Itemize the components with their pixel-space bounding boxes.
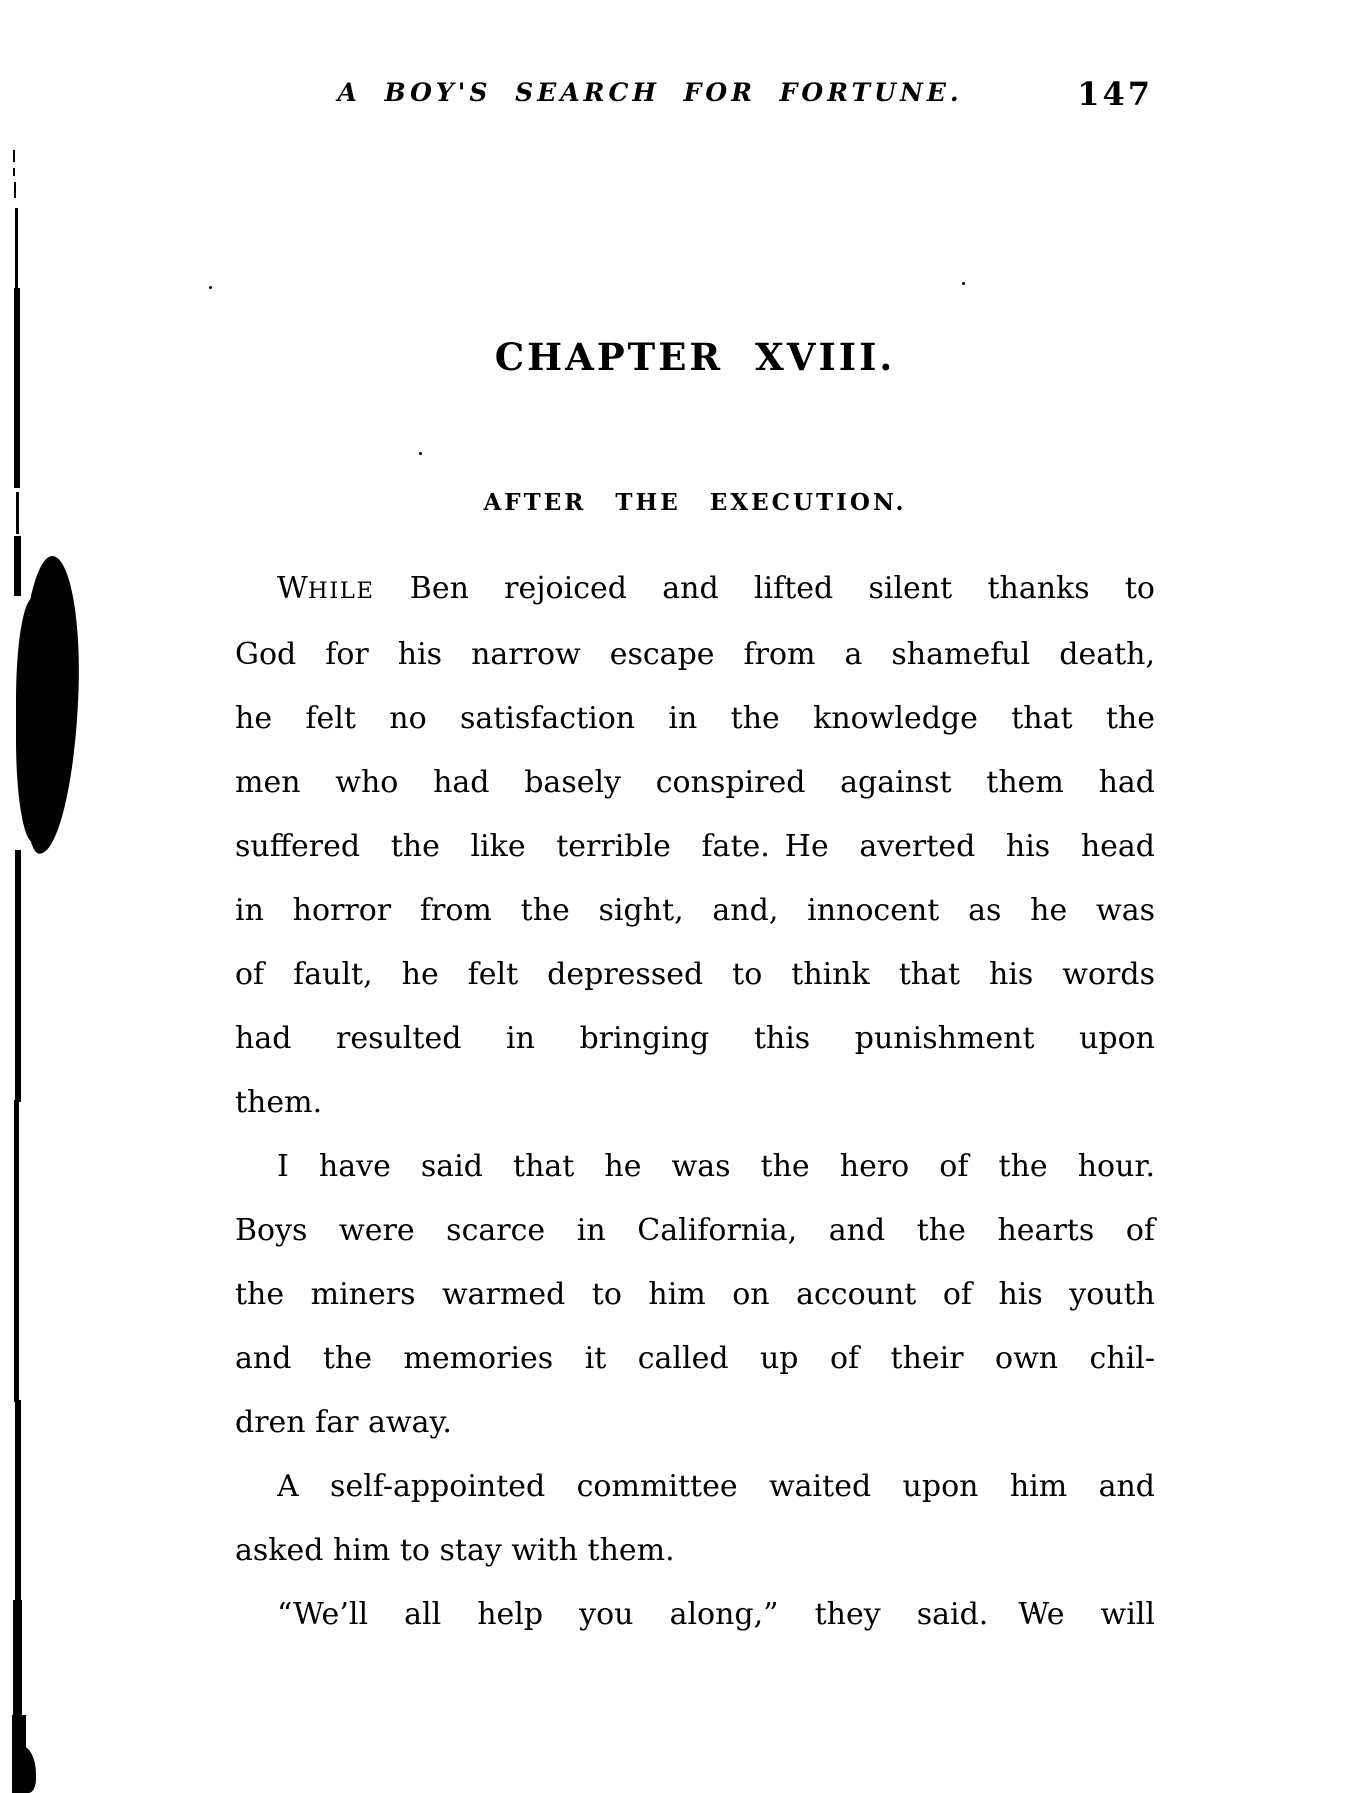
text-line: dren far away.: [235, 1405, 452, 1440]
paragraph: [235, 557, 1155, 1135]
text-line: asked him to stay with them.: [235, 1533, 675, 1568]
text-line: men who had basely conspired against them had: [235, 765, 1155, 800]
paragraph: [235, 1583, 1155, 1647]
text-line: “We’ll all help you along,” they said. We will: [277, 1597, 1155, 1632]
binding-line: [14, 536, 21, 596]
ink-blot: [12, 1746, 36, 1793]
text-line: and the memories it called up of their own chil-: [235, 1341, 1155, 1376]
binding-line: [15, 208, 18, 288]
scan-speck: [209, 286, 212, 289]
text-line: them.: [235, 1085, 323, 1120]
text-line: had resulted in bringing this punishment upon: [235, 1021, 1155, 1056]
ink-blot: [16, 598, 50, 842]
binding-line: [16, 492, 19, 534]
paragraph: [235, 1455, 1155, 1583]
section-title: AFTER THE EXECUTION.: [483, 489, 907, 516]
binding-line: [15, 1400, 21, 1602]
text-line: I have said that he was the hero of the hour.: [277, 1149, 1155, 1184]
page-number: 147: [1077, 75, 1153, 113]
text-line: he felt no satisfaction in the knowledge that the: [235, 701, 1155, 736]
running-head: A BOY'S SEARCH FOR FORTUNE.: [337, 78, 963, 107]
binding-line: [14, 1100, 19, 1402]
paragraph: [235, 1135, 1155, 1455]
text-line: God for his narrow escape from a shameful death,: [235, 637, 1155, 672]
text-line: WHILE Ben rejoiced and lifted silent thanks to: [277, 571, 1155, 606]
page-header: [235, 75, 1155, 120]
text-line: Boys were scarce in California, and the hearts of: [235, 1213, 1155, 1248]
text-line: in horror from the sight, and, innocent as he was: [235, 893, 1155, 928]
page-body: [235, 557, 1155, 1647]
chapter-title: CHAPTER XVIII.: [494, 335, 896, 379]
binding-mark: [13, 150, 15, 162]
text-line: the miners warmed to him on account of his youth: [235, 1277, 1155, 1312]
binding-line: [13, 1600, 22, 1722]
binding-mark: [14, 182, 16, 198]
binding-line: [14, 288, 20, 488]
binding-mark: [13, 168, 15, 176]
text-line: suffered the like terrible fate. He averted his head: [235, 829, 1155, 864]
text-line: A self-appointed committee waited upon him and: [277, 1469, 1155, 1504]
text-column: [235, 0, 1155, 1793]
text-line: of fault, he felt depressed to think that his words: [235, 957, 1155, 992]
binding-line: [15, 850, 21, 1102]
